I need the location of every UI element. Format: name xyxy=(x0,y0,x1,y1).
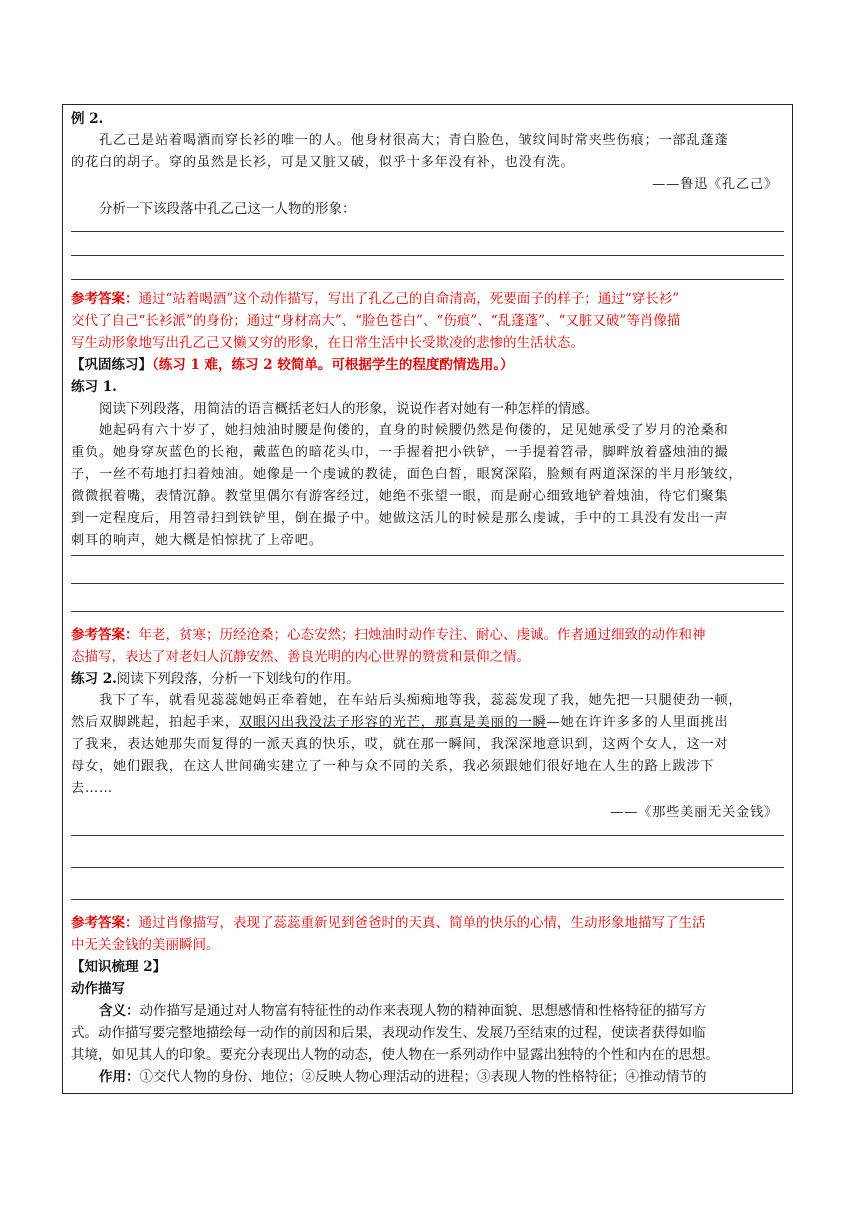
answer-label: 参考答案： xyxy=(71,627,139,643)
example-heading: 例 2. xyxy=(71,111,104,127)
section-title: 【巩固练习】 xyxy=(71,357,152,373)
underlined-sentence: 双眼闪出我没法子形容的光芒，那真是美丽的一瞬 xyxy=(238,715,547,730)
function-line xyxy=(99,1067,784,1087)
passage-line: 重负。她身穿灰蓝色的长袍，戴蓝色的暗花头巾，一手握着把小铁铲，一手提着笤帚，脚畔放着盛烛油的撮 xyxy=(71,445,729,460)
function-text: ①交代人物的身份、地位；②反映人物心理活动的进程；③表现人物的性格特征；④推动情节的 xyxy=(139,1069,707,1085)
section-note: （练习 1 难，练习 2 较简单。可根据学生的程度酌情选用。） xyxy=(152,357,514,373)
reference-answer xyxy=(71,913,784,933)
content-frame xyxy=(62,104,793,1094)
passage-line: 到一定程度后，用笤帚扫到铁铲里，倒在撮子中。她做这活儿的时候是那么虔诚，手中的工具没有发出一声 xyxy=(71,511,729,526)
reference-answer xyxy=(71,289,784,309)
answer-text: 年老，贫寒；历经沧桑；心态安然；扫烛油时动作专注、耐心、虔诚。作者通过细致的动作和神 xyxy=(138,627,706,643)
answer-line xyxy=(71,867,784,868)
passage-line: 我下了车，就看见蕊蕊她妈正牵着她，在车站后头痴痴地等我，蕊蕊发现了我，她先把一只腿使劲一顿， xyxy=(99,693,743,708)
answer-text: 通过“站着喝酒”这个动作描写，写出了孔乙己的自命清高，死要面子的样子；通过“穿长衫” xyxy=(138,291,680,307)
meaning-line xyxy=(99,1001,784,1021)
passage-source: ——《那些美丽无关金钱》 xyxy=(610,805,778,820)
function-label: 作用： xyxy=(99,1069,140,1085)
passage-line: 去…… xyxy=(71,781,113,796)
question: 分析一下该段落中孔乙己这一人物的形象： xyxy=(99,201,356,217)
answer-text: 态描写，表达了对老妇人沉静安然、善良光明的内心世界的赞赏和景仰之情。 xyxy=(71,649,530,665)
passage-line: 了我来，表达她那失而复得的一派天真的快乐，哎，就在那一瞬间，我深深地意识到，这两个女人，这一对 xyxy=(71,737,729,752)
instruction: 阅读下列段落，分析一下划线句的作用。 xyxy=(116,671,360,687)
answer-line xyxy=(71,279,784,280)
answer-line xyxy=(71,583,784,584)
practice-heading: 练习 2. xyxy=(71,671,117,687)
meaning-label: 含义： xyxy=(99,1003,140,1019)
practice-heading-line xyxy=(71,669,784,689)
answer-text: 中无关金钱的美丽瞬间。 xyxy=(71,937,220,953)
passage-line: 微微抿着嘴，表情沉静。教堂里偶尔有游客经过，她绝不张望一眼，而是耐心细致地铲着烛油，待它们聚集 xyxy=(71,489,729,504)
passage-text: —她在许许多多的人里面挑出 xyxy=(546,715,729,730)
passage-line xyxy=(71,713,784,733)
passage-line: 刺耳的响声，她大概是怕惊扰了上帝吧。 xyxy=(71,533,323,548)
answer-label: 参考答案： xyxy=(71,915,139,931)
passage-line: 母女，她们跟我，在这人世间确实建立了一种与众不同的关系，我必须跟她们很好地在人生的路上跋涉下 xyxy=(71,759,715,774)
answer-line xyxy=(71,555,784,556)
answer-line xyxy=(71,835,784,836)
answer-line xyxy=(71,231,784,232)
answer-text: 通过肖像描写，表现了蕊蕊重新见到爸爸时的天真、简单的快乐的心情，生动形象地描写了生活 xyxy=(138,915,706,931)
answer-line xyxy=(71,255,784,256)
passage-line: 她起码有六十岁了，她扫烛油时腰是佝偻的，直身的时候腰仍然是佝偻的，足见她承受了岁月的沧桑和 xyxy=(99,423,729,438)
section-heading xyxy=(71,355,784,375)
meaning-text: 动作描写是通过对人物富有特征性的动作来表现人物的精神面貌、思想感情和性格特征的描写方 xyxy=(139,1003,707,1019)
practice-heading: 练习 1. xyxy=(71,379,117,395)
answer-line xyxy=(71,899,784,900)
passage-text: 然后双脚跳起，拍起手来， xyxy=(71,715,239,730)
knowledge-title: 【知识梳理 2】 xyxy=(71,959,167,975)
reference-answer xyxy=(71,625,784,645)
answer-label: 参考答案： xyxy=(71,291,139,307)
answer-text: 交代了自己“长衫派”的身份；通过“身材高大”、“脸色苍白”、“伤痕”、“乱蓬蓬”、“又脏又破”等肖像描 xyxy=(71,313,681,329)
meaning-text: 式。动作描写要完整地描绘每一动作的前因和后果，表现动作发生、发展乃至结束的过程，使读者获得如临 xyxy=(71,1025,706,1041)
passage-line: 的花白的胡子。穿的虽然是长衫，可是又脏又破，似乎十多年没有补，也没有洗。 xyxy=(71,155,575,170)
instruction: 阅读下列段落，用简洁的语言概括老妇人的形象，说说作者对她有一种怎样的情感。 xyxy=(99,401,599,417)
answer-line xyxy=(71,611,784,612)
passage-line: 孔乙己是站着喝酒而穿长衫的唯一的人。他身材很高大；青白脸色，皱纹间时常夹些伤痕；一部乱蓬蓬 xyxy=(99,133,729,148)
passage-line: 子，一丝不苟地打扫着烛油。她像是一个虔诚的教徒，面色白皙，眼窝深陷，脸颊有两道深深的半月形皱纹， xyxy=(71,467,743,482)
passage-source: ——鲁迅《孔乙己》 xyxy=(652,177,778,192)
knowledge-subtitle: 动作描写 xyxy=(71,981,125,997)
answer-text: 写生动形象地写出孔乙己又懒又穷的形象，在日常生活中长受欺凌的悲惨的生活状态。 xyxy=(71,335,584,351)
meaning-text: 其境，如见其人的印象。要充分表现出人物的动态，使人物在一系列动作中显露出独特的个性和内在的思想。 xyxy=(71,1047,719,1063)
